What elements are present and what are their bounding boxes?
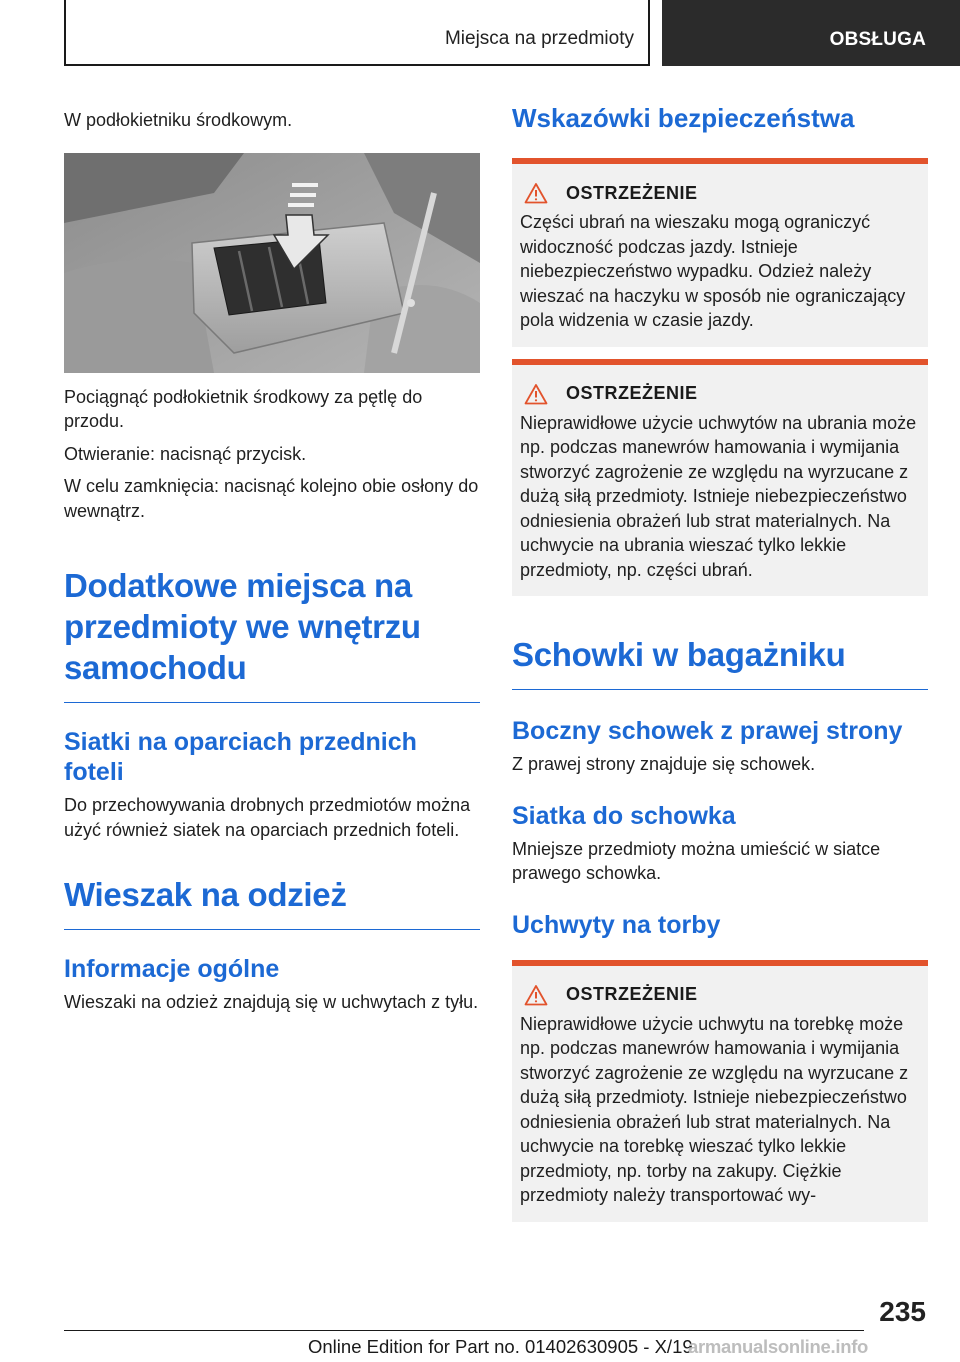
warning-box (512, 960, 928, 1222)
side-compartment-text: Z prawej strony znajduje się schowek. (512, 754, 816, 774)
warning-header (520, 982, 920, 1008)
right-column (512, 100, 928, 1222)
warning-triangle-icon (524, 182, 548, 204)
header-section-tab (64, 0, 650, 66)
warning-label: OSTRZEŻENIE (566, 383, 698, 403)
heading-trunk-storage: Schowki w bagażniku (512, 636, 846, 673)
open-instruction: Otwieranie: nacisnąć przycisk. (64, 443, 307, 464)
left-column (64, 100, 480, 1015)
warning-box (512, 359, 928, 597)
warning-box (512, 158, 928, 347)
footer-divider (64, 1330, 864, 1331)
header-chapter-tab (662, 0, 960, 66)
warning-header (520, 381, 920, 407)
armrest-photo (64, 153, 480, 373)
close-instruction: W celu zamknięcia: nacisnąć kolejno obie osłony do wewnątrz. (64, 476, 479, 521)
heading-seat-nets: Siatki na oparciach przednich foteli (64, 728, 417, 786)
intro-text: W podłokietniku środkowym. (64, 110, 293, 130)
warning-label: OSTRZEŻENIE (566, 182, 698, 203)
heading-bag-hooks: Uchwyty na torby (512, 910, 721, 939)
warning-triangle-icon (524, 984, 548, 1006)
warning-label: OSTRZEŻENIE (566, 984, 698, 1004)
compartment-net-text: Mniejsze przedmioty można umieścić w siatce prawego schowka. (512, 838, 881, 883)
page-number: 235 (879, 1296, 926, 1327)
heading-compartment-net: Siatka do schowka (512, 801, 736, 830)
footer-watermark: armanualsonline.info (688, 1336, 869, 1357)
heading-side-compartment: Boczny schowek z prawej strony (512, 717, 903, 745)
heading-divider (64, 929, 480, 930)
warning-text: Części ubrań na wieszaku mogą ograniczyć widoczność podczas jazdy. Istnieje niebezpieczeństwo wypadku. Odzież należy wieszać na haczyku w sposób nie ograniczający pola widzenia w czasie jazdy. (520, 212, 906, 330)
footer-edition: Online Edition for Part no. 01402630905 - X/19 (308, 1336, 693, 1357)
heading-divider (64, 702, 480, 703)
header-section-title: Miejsca na przedmioty (444, 28, 634, 49)
heading-divider (512, 689, 928, 690)
heading-safety: Wskazówki bezpieczeństwa (512, 103, 855, 133)
header-chapter-title: OBSŁUGA (829, 29, 926, 50)
general-info-text: Wieszaki na odzież znajdują się w uchwytach z tyłu. (64, 992, 479, 1012)
warning-triangle-icon (524, 383, 548, 405)
seat-nets-text: Do przechowywania drobnych przedmiotów można użyć również siatek na oparciach przednich foteli. (64, 795, 471, 840)
heading-general-info: Informacje ogólne (64, 955, 280, 983)
heading-extra-storage: Dodatkowe miejsca na przedmioty we wnętrzu samochodu (64, 567, 421, 686)
warning-text: Nieprawidłowe użycie uchwytów na ubrania może np. podczas manewrów hamowania i wymijania stworzyć zagrożenie ze względu na wyrzucane z dużą siłą przedmioty. Istnieje niebezpieczeństwo odniesienia obrażeń lub strat materialnych. Na uchwycie na ubrania wieszać tylko lekkie przedmioty, np. części ubrań. (520, 412, 917, 580)
warning-header (520, 180, 920, 206)
pull-instruction: Pociągnąć podłokietnik środkowy za pętlę do przodu. (64, 386, 423, 431)
warning-text: Nieprawidłowe użycie uchwytu na torebkę może np. podczas manewrów hamowania i wymijania stworzyć zagrożenie ze względu na wyrzucane z dużą siłą przedmioty. Istnieje niebezpieczeństwo odniesienia obrażeń lub strat materialnych. Na uchwycie na torebkę wieszać tylko lekkie przedmioty, np. torby na zakupy. Ciężkie przedmioty należy transportować wy- (520, 1013, 909, 1205)
heading-coat-hanger: Wieszak na odzież (64, 876, 347, 913)
